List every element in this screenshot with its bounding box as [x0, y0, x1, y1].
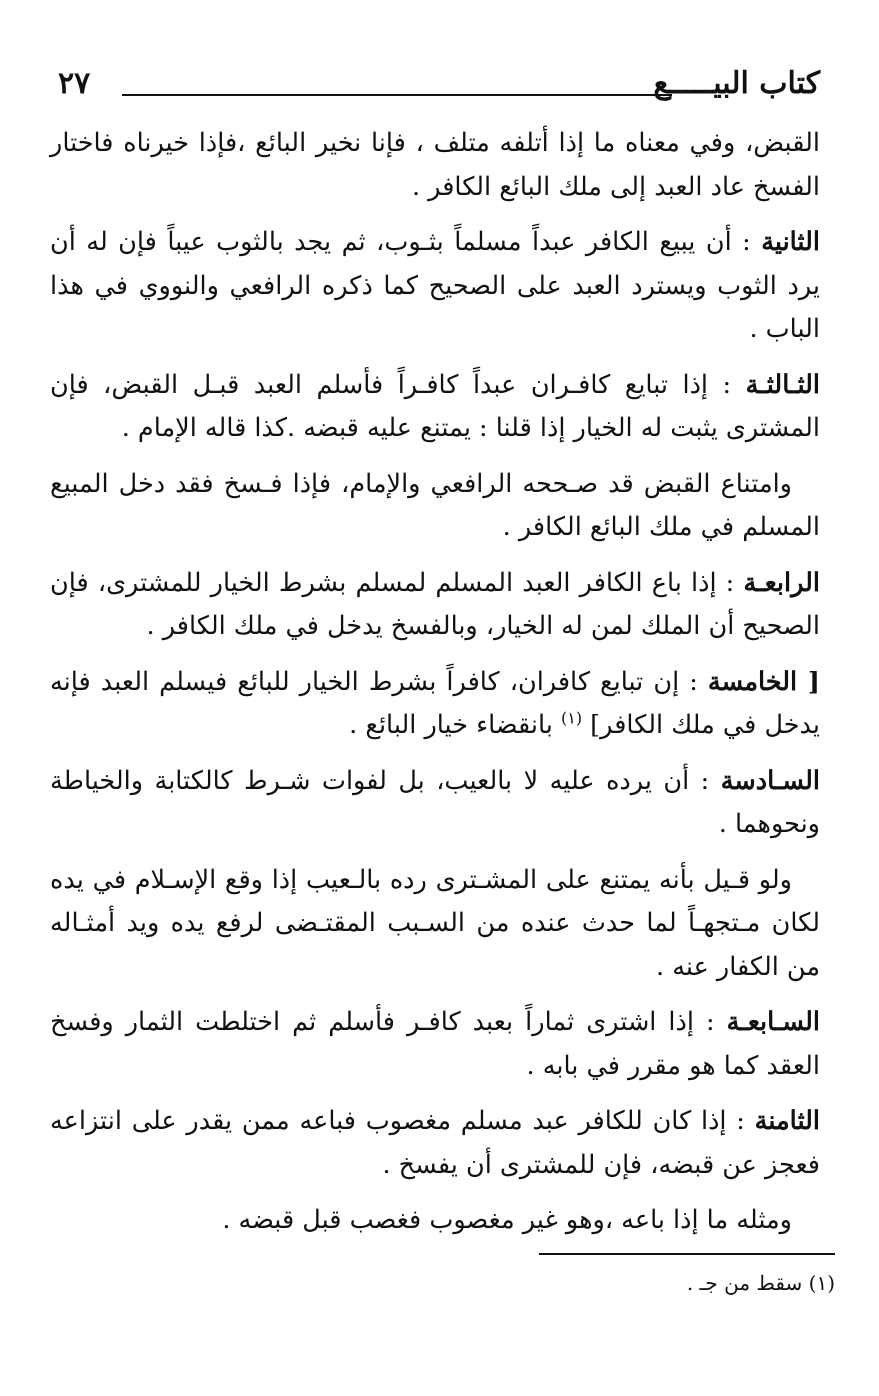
case-label: الثامنة: [754, 1106, 820, 1136]
header-rule: [122, 94, 672, 96]
paragraph: ومثله ما إذا باعه ،وهو غير مغصوب فغصب قبل قبضه .: [222, 1205, 792, 1235]
page-body: [50, 122, 820, 1255]
paragraph-second-case: الثانية : أن يبيع الكافر عبداً مسلماً بثـوب، ثم يجد بالثوب عيباً فإن له أن يرد الثوب ويسترد العبد على الصحيح كما ذكره الرافعي والنووي في هذا الباب .: [50, 227, 820, 344]
paragraph: القبض، وفي معناه ما إذا أتلفه متلف ، فإنا نخير البائع ،فإذا خيرناه فاختار الفسخ عاد العبد إلى ملك البائع الكافر .: [50, 128, 820, 202]
case-label: الثـالثـة: [745, 369, 820, 400]
case-label: الثانية: [761, 227, 820, 257]
paragraph-seventh-case: السـابعـة : إذا اشترى ثماراً بعبد كافـر فأسلم ثم اختلطت الثمار وفسخ العقد كما هو مقرر في بابه .: [50, 1007, 820, 1081]
footnote-reference: (١): [560, 708, 583, 728]
case-label: الرابعـة: [743, 567, 820, 598]
paragraph-sixth-case: السـادسة : أن يرده عليه لا بالعيب، بل لفوات شـرط كالكتابة والخياطة ونحوهما .: [50, 765, 820, 839]
paragraph-eighth-case: الثامنة : إذا كان للكافر عبد مسلم مغصوب فباعه ممن يقدر على انتزاعه فعجز عن قبضه، فإن للمشترى أن يفسخ .: [50, 1106, 820, 1180]
paragraph-fifth-case: [ الخامسة : إن تبايع كافران، كافراً بشرط الخيار للبائع فيسلم العبد فإنه يدخل في ملك الكافر] $^{(١)}$ بانقضاء خيار البائع .: [50, 666, 820, 740]
case-label: [ الخامسة: [707, 666, 820, 697]
page-number: ٢٧: [58, 66, 91, 101]
case-label: السـابعـة: [726, 1007, 820, 1037]
paragraph: ولو قـيل بأنه يمتنع على المشـترى رده بالـعيب إذا وقع الإسـلام في يده لكان مـتجهـاً لما حدث عنده من السـبب المقتـضى لرفع يده ويد أمثـاله من الكفار عنه .: [50, 864, 820, 982]
paragraph-third-case: الثـالثـة : إذا تبايع كافـران عبداً كافـراً فأسلم العبد قبـل القبض، فإن المشترى يثبت له الخيار إذا قلنا : يمتنع عليه قبضه .كذا قاله الإمام .: [50, 369, 820, 443]
case-label: السـادسة: [720, 765, 820, 796]
paragraph: وامتناع القبض قد صـححه الرافعي والإمام، فإذا فـسخ فقد دخل المبيع المسلم في ملك البائع الكافر .: [50, 468, 820, 542]
page-header: [58, 64, 820, 114]
book-title: كتاب البيـــــع: [653, 66, 820, 101]
paragraph-fourth-case: الرابعـة : إذا باع الكافر العبد المسلم لمسلم بشرط الخيار للمشترى، فإن الصحيح أن الملك لمن له الخيار، وبالفسخ يدخل في ملك الكافر .: [50, 567, 820, 641]
footnote-rule: [539, 1253, 835, 1255]
footnote: (١) سقط من جـ .: [686, 1271, 835, 1295]
